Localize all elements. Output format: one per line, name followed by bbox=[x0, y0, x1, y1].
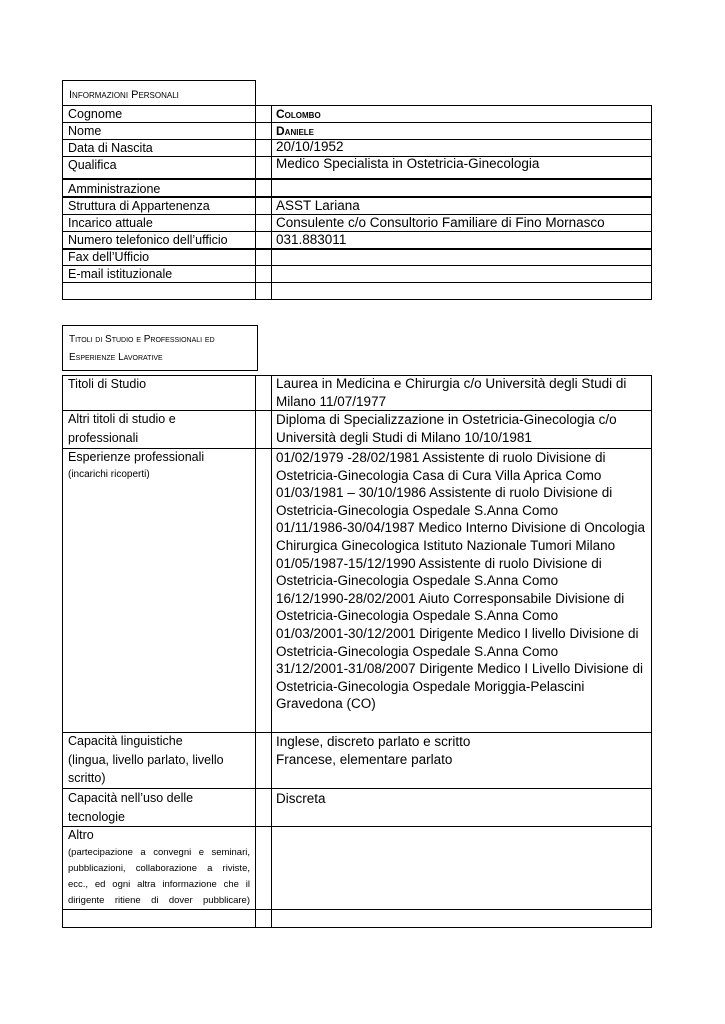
label-tecnologie-line2: tecnologie bbox=[68, 810, 125, 824]
label-fax: Fax dell’Ufficio bbox=[68, 250, 150, 264]
label-incarico: Incarico attuale bbox=[68, 216, 153, 230]
value-cognome: Colombo bbox=[276, 107, 321, 121]
label-esperienze-note: (incarichi ricoperti) bbox=[68, 469, 150, 480]
label-struttura: Struttura di Appartenenza bbox=[68, 199, 210, 213]
value-telefono: 031.883011 bbox=[276, 232, 347, 247]
label-altri-titoli-line1: Altri titoli di studio e bbox=[68, 412, 176, 426]
label-altro: Altro bbox=[68, 828, 94, 842]
label-telefono: Numero telefonico dell’ufficio bbox=[68, 233, 228, 247]
label-qualifica: Qualifica bbox=[68, 158, 117, 172]
label-email: E-mail istituzionale bbox=[68, 267, 173, 281]
personal-section-title: Informazioni Personali bbox=[69, 89, 179, 101]
titles-section-title-line1: Titoli di Studio e Professionali ed bbox=[69, 334, 215, 345]
label-nome: Nome bbox=[68, 124, 102, 138]
personal-section-header bbox=[62, 80, 256, 106]
value-lingue: Inglese, discreto parlato e scritto Francese, elementare parlato bbox=[276, 734, 471, 767]
label-amministrazione: Amministrazione bbox=[68, 182, 161, 196]
value-incarico: Consulente c/o Consultorio Familiare di Fino Mornasco bbox=[276, 215, 605, 230]
value-altri-titoli: Diploma di Specializzazione in Ostetricia-Ginecologia c/o Università degli Studi di Milano 10/10/1981 bbox=[276, 412, 617, 445]
label-data-nascita: Data di Nascita bbox=[68, 141, 153, 155]
value-tecnologie: Discreta bbox=[276, 791, 326, 806]
label-lingue-line1: Capacità linguistiche bbox=[68, 734, 183, 748]
value-titoli-studio: Laurea in Medicina e Chirurgia c/o Università degli Studi di Milano 11/07/1977 bbox=[276, 376, 627, 409]
label-lingue-line2: (lingua, livello parlato, livello bbox=[68, 753, 224, 767]
value-qualifica: Medico Specialista in Ostetricia-Ginecologia bbox=[276, 156, 540, 171]
value-struttura: ASST Lariana bbox=[276, 198, 360, 213]
label-lingue-line3: scritto) bbox=[68, 771, 106, 785]
label-titoli-studio: Titoli di Studio bbox=[68, 377, 147, 391]
titles-section-header bbox=[62, 325, 258, 371]
label-tecnologie-line1: Capacità nell’uso delle bbox=[68, 791, 194, 805]
value-data-nascita: 20/10/1952 bbox=[276, 139, 344, 154]
value-esperienze: 01/02/1979 -28/02/1981 Assistente di ruolo Divisione di Ostetricia-Ginecologia Casa di Cura Villa Aprica Como 01/03/1981 – 30/10/1986 Assistente di ruolo Divisione di Ostetricia-Ginecologia Ospedale S.Anna Como 01/11/1986-30/04/1987 Medico Interno Divisione di Oncologia Chirurgica Ginecologica Istituto Nazionale Tumori Milano 01/05/1987-15/12/1990 Assistente di ruolo Divisione di Ostetricia-Ginecologia Ospedale S.Anna Como 16/12/1990-28/02/2001 Aiuto Corresponsabile Divisione di Ostetricia-Ginecologia Ospedale S.Anna Como 01/03/2001-30/12/2001 Dirigente Medico I livello Divisione di Ostetricia-Ginecologia Ospedale S.Anna Como 31/12/2001-31/08/2007 Dirigente Medico I Livello Divisione di Ostetricia-Ginecologia Ospedale Moriggia-Pelascini Gravedona (CO) bbox=[276, 450, 645, 712]
value-nome: Daniele bbox=[276, 124, 315, 138]
titles-section-title-line2: Esperienze Lavorative bbox=[69, 352, 163, 363]
label-altri-titoli-line2: professionali bbox=[68, 431, 139, 445]
label-altro-note: (partecipazione a convegni e seminari, pubblicazioni, collaborazione a riviste, ecc., ed ogni altra informazione che il dirigente ritiene di dover pubblicare) bbox=[68, 847, 250, 906]
label-esperienze: Esperienze professionali bbox=[68, 450, 205, 464]
label-cognome: Cognome bbox=[68, 107, 123, 121]
